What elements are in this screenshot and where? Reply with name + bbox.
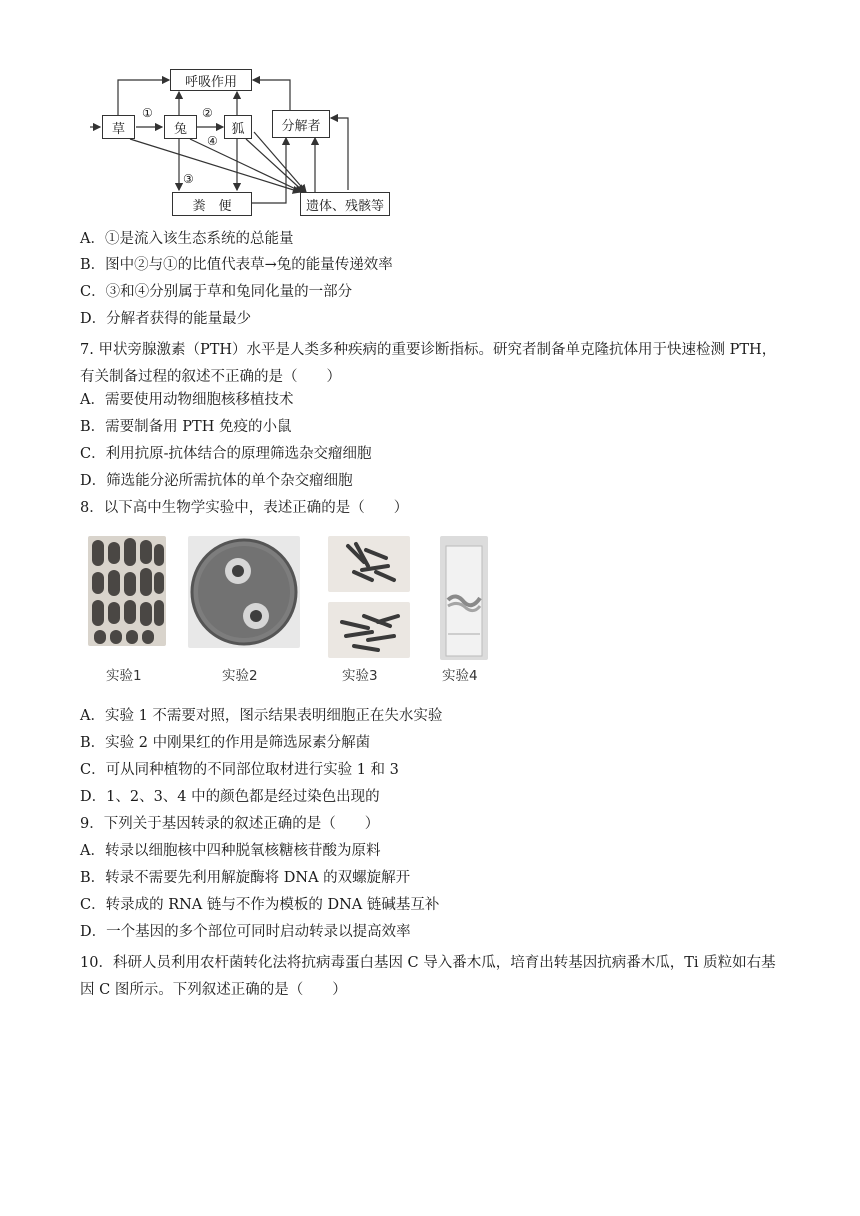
q8-option-c: C．可从同种植物的不同部位取材进行实验 1 和 3 [80, 762, 399, 778]
remains-box: 遗体、残骸等 [300, 192, 390, 216]
q9-option-a: A．转录以细胞核中四种脱氧核糖核苷酸为原料 [80, 843, 381, 859]
grass-box: 草 [102, 115, 135, 139]
rabbit-box: 兔 [164, 115, 197, 139]
experiment-3-image-bottom [328, 602, 410, 658]
q9-stem: 9．下列关于基因转录的叙述正确的是（ ） [80, 816, 380, 832]
experiment-3-image-top [328, 536, 410, 592]
energy-flow-diagram [90, 62, 410, 220]
q6-option-b: B．图中②与①的比值代表草→兔的能量传递效率 [80, 257, 393, 273]
q8-option-b: B．实验 2 中刚果红的作用是筛选尿素分解菌 [80, 735, 371, 751]
q7-option-b: B．需要制备用 PTH 免疫的小鼠 [80, 419, 292, 435]
marker-2: ② [202, 106, 213, 120]
chromatography-strip [440, 536, 488, 660]
q7-option-c: C．利用抗原-抗体结合的原理筛选杂交瘤细胞 [80, 446, 372, 462]
q6-option-a: A．①是流入该生态系统的总能量 [80, 231, 294, 247]
marker-3: ③ [183, 172, 194, 186]
chromosomes-top [328, 536, 410, 592]
q8-stem: 8．以下高中生物学实验中，表述正确的是（ ） [80, 500, 409, 516]
experiment-4-image [440, 536, 488, 660]
experiment-3-caption: 实验3 [342, 668, 378, 684]
feces-box: 粪 便 [172, 192, 252, 216]
respiration-box: 呼吸作用 [170, 69, 252, 91]
q9-option-c: C．转录成的 RNA 链与不作为模板的 DNA 链碱基互补 [80, 897, 440, 913]
chromosomes-bottom [328, 602, 410, 658]
marker-1: ① [142, 106, 153, 120]
cell-pattern [88, 536, 166, 646]
q7-option-d: D．筛选能分泌所需抗体的单个杂交瘤细胞 [80, 473, 353, 489]
q6-option-d: D．分解者获得的能量最少 [80, 311, 252, 327]
q9-option-b: B．转录不需要先利用解旋酶将 DNA 的双螺旋解开 [80, 870, 411, 886]
q6-option-c: C．③和④分别属于草和兔同化量的一部分 [80, 284, 353, 300]
petri-dish [188, 536, 300, 648]
experiment-1-image [88, 536, 166, 646]
marker-4: ④ [207, 134, 218, 148]
q7-option-a: A．需要使用动物细胞核移植技术 [80, 392, 294, 408]
experiment-2-image [188, 536, 300, 648]
fox-box: 狐 [224, 115, 252, 139]
q7-stem: 7. 甲状旁腺激素（PTH）水平是人类多种疾病的重要诊断指标。研究者制备单克隆抗体用于快速检测 PTH，有关制备过程的叙述不正确的是（ ） [80, 342, 777, 385]
experiment-photos [84, 536, 504, 686]
experiment-4-caption: 实验4 [442, 668, 478, 684]
q10-stem: 10．科研人员利用农杆菌转化法将抗病毒蛋白基因 C 导入番木瓜，培育出转基因抗病番木瓜，Ti 质粒如右基因 C 图所示。下列叙述正确的是（ ） [80, 955, 776, 998]
q8-option-d: D．1、2、3、4 中的颜色都是经过染色出现的 [80, 789, 380, 805]
q8-option-a: A．实验 1 不需要对照，图示结果表明细胞正在失水实验 [80, 708, 443, 724]
experiment-1-caption: 实验1 [106, 668, 142, 684]
q9-option-d: D．一个基因的多个部位可同时启动转录以提高效率 [80, 924, 411, 940]
decomposer-box: 分解者 [272, 110, 330, 138]
experiment-2-caption: 实验2 [222, 668, 258, 684]
